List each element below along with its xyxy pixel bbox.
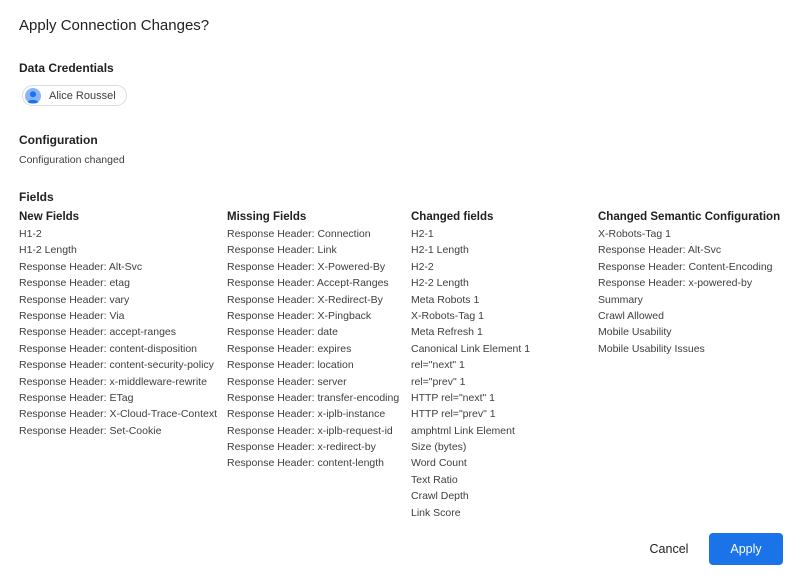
field-item: Response Header: X-Powered-By — [227, 260, 386, 273]
field-item: Response Header: date — [227, 326, 338, 339]
changed-fields-title: Changed fields — [411, 211, 494, 223]
field-item: Response Header: Alt-Svc — [19, 260, 143, 273]
field-item: Response Header: Content-Encoding — [598, 260, 773, 273]
field-item: Response Header: x-iplb-instance — [227, 408, 386, 421]
field-item: Response Header: X-Cloud-Trace-Context — [19, 408, 218, 421]
changed-fields-list — [411, 226, 530, 521]
dialog-title: Apply Connection Changes? — [19, 17, 210, 34]
field-item: Response Header: x-middleware-rewrite — [19, 375, 207, 388]
field-item: Word Count — [411, 457, 467, 470]
changed-fields-column — [411, 210, 530, 521]
field-item: Response Header: Connection — [227, 228, 371, 240]
field-item: H1-2 Length — [19, 244, 77, 257]
field-item: Response Header: Accept-Ranges — [227, 277, 389, 290]
field-item: Response Header: X-Redirect-By — [227, 293, 383, 306]
field-item: rel="next" 1 — [411, 359, 465, 372]
field-item: Response Header: content-disposition — [19, 342, 198, 355]
field-item: Response Header: x-iplb-request-id — [227, 424, 393, 437]
field-item: H2-1 Length — [411, 244, 469, 257]
field-item: Text Ratio — [411, 473, 458, 486]
new-fields-column — [19, 210, 217, 439]
field-item: amphtml Link Element — [411, 424, 515, 437]
field-item: Response Header: transfer-encoding — [227, 391, 400, 404]
person-icon — [25, 88, 41, 104]
changed-semantic-configuration-title: Changed Semantic Configuration — [598, 211, 781, 223]
field-item: Response Header: vary — [19, 293, 130, 306]
field-item: Response Header: ETag — [19, 391, 134, 404]
field-item: Response Header: etag — [19, 277, 130, 290]
field-item: Mobile Usability Issues — [598, 342, 705, 355]
configuration-status: Configuration changed — [19, 154, 125, 166]
field-item: Meta Robots 1 — [411, 293, 480, 306]
fields-heading: Fields — [19, 190, 54, 204]
missing-fields-list — [227, 226, 399, 472]
user-name: Alice Roussel — [49, 89, 116, 102]
data-credentials-heading: Data Credentials — [19, 61, 114, 75]
field-item: Canonical Link Element 1 — [411, 342, 531, 355]
field-item: X-Robots-Tag 1 — [411, 309, 484, 322]
field-item: H1-2 — [19, 228, 42, 240]
field-item: Link Score — [411, 506, 461, 519]
cancel-button[interactable]: Cancel — [639, 535, 699, 563]
field-item: Response Header: expires — [227, 342, 352, 355]
field-item: Crawl Depth — [411, 490, 469, 503]
field-item: H2-1 — [411, 228, 434, 240]
field-item: H2-2 — [411, 260, 434, 273]
field-item: Response Header: Set-Cookie — [19, 424, 162, 437]
field-item: Response Header: content-security-policy — [19, 359, 214, 372]
field-item: Size (bytes) — [411, 441, 467, 454]
new-fields-title: New Fields — [19, 211, 80, 223]
missing-fields-title: Missing Fields — [227, 211, 307, 223]
field-item: Meta Refresh 1 — [411, 326, 483, 339]
field-item: Response Header: accept-ranges — [19, 326, 177, 339]
field-item: Mobile Usability — [598, 326, 672, 339]
apply-button[interactable]: Apply — [709, 533, 783, 565]
changed-semantic-configuration-list — [598, 226, 780, 357]
field-item: Summary — [598, 293, 643, 306]
field-item: Response Header: Link — [227, 244, 337, 257]
missing-fields-column — [227, 210, 399, 472]
field-item: rel="prev" 1 — [411, 375, 466, 388]
field-item: H2-2 Length — [411, 277, 469, 290]
field-item: HTTP rel="prev" 1 — [411, 408, 496, 421]
field-item: HTTP rel="next" 1 — [411, 391, 495, 404]
field-item: Response Header: Alt-Svc — [598, 244, 722, 257]
user-chip[interactable] — [22, 85, 127, 106]
changed-semantic-configuration-column — [598, 210, 780, 357]
new-fields-list — [19, 226, 217, 439]
field-item: Response Header: X-Pingback — [227, 309, 372, 322]
field-item: Response Header: content-length — [227, 457, 385, 470]
configuration-heading: Configuration — [19, 133, 98, 147]
field-item: Response Header: server — [227, 375, 347, 388]
field-item: Response Header: x-powered-by — [598, 277, 753, 290]
field-item: X-Robots-Tag 1 — [598, 228, 671, 240]
field-item: Response Header: Via — [19, 309, 125, 322]
field-item: Response Header: x-redirect-by — [227, 441, 376, 454]
field-item: Crawl Allowed — [598, 309, 664, 322]
field-item: Response Header: location — [227, 359, 354, 372]
